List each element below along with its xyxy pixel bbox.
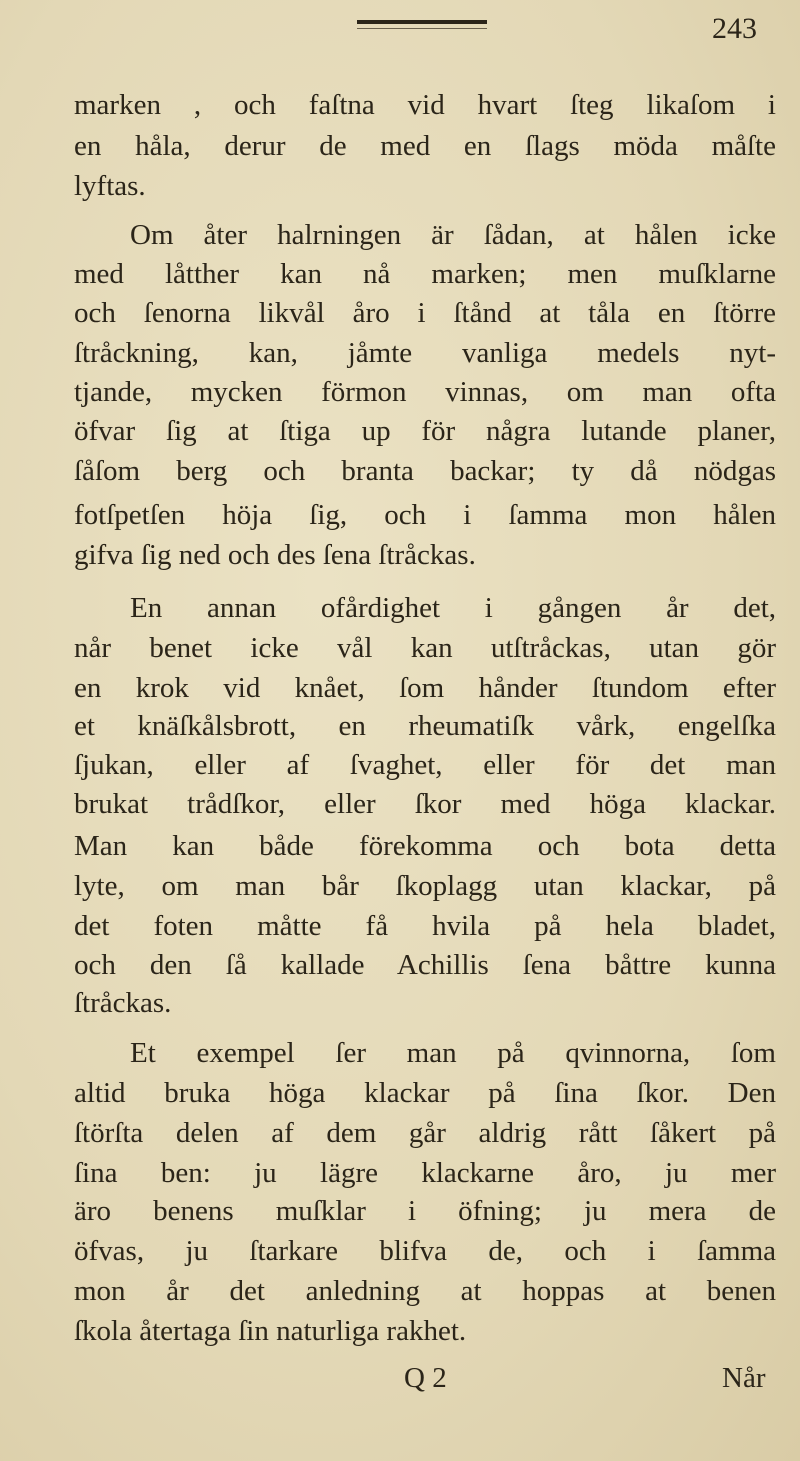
text-line: når benet icke vål kan utſtråckas, utan gör: [74, 632, 776, 664]
signature-mark: Q 2: [404, 1362, 447, 1394]
text-line: marken , och faſtna vid hvart ſteg likaſom i: [74, 89, 776, 121]
text-line: ſtråckas.: [74, 987, 172, 1019]
text-line: brukat trådſkor, eller ſkor med höga klackar.: [74, 788, 776, 820]
text-line: ſina ben: ju lägre klackarne åro, ju mer: [74, 1157, 776, 1189]
header-ornament-rule-thin: [357, 28, 487, 29]
text-line: Man kan både förekomma och bota detta: [74, 830, 776, 862]
text-line: det foten måtte få hvila på hela bladet,: [74, 910, 776, 942]
text-line: en håla, derur de med en ſlags möda måſte: [74, 130, 776, 162]
text-line: och ſenorna likvål åro i ſtånd at tåla en ſtörre: [74, 297, 776, 329]
text-line: öfvar ſig at ſtiga up för några lutande planer,: [74, 415, 776, 447]
catchword: Når: [722, 1362, 766, 1394]
text-line: en krok vid knået, ſom hånder ſtundom efter: [74, 672, 776, 704]
text-line: ſkola återtaga ſin naturliga rakhet.: [74, 1315, 467, 1347]
page-number: 243: [712, 12, 757, 45]
text-line: ſjukan, eller af ſvaghet, eller för det man: [74, 749, 776, 781]
text-line: lyftas.: [74, 170, 146, 202]
text-line: ſtråckning, kan, jåmte vanliga medels nyt-: [74, 337, 776, 369]
text-line: mon år det anledning at hoppas at benen: [74, 1275, 776, 1307]
header-ornament-rule: [357, 20, 487, 24]
text-line: ſtörſta delen af dem går aldrig rått ſåkert på: [74, 1117, 776, 1149]
text-line: med låtther kan nå marken; men muſklarne: [74, 258, 776, 290]
text-line: fotſpetſen höja ſig, och i ſamma mon hålen: [74, 499, 776, 531]
text-line: lyte, om man bår ſkoplagg utan klackar, på: [74, 870, 776, 902]
text-line: gifva ſig ned och des ſena ſtråckas.: [74, 539, 476, 571]
text-line: altid bruka höga klackar på ſina ſkor. Den: [74, 1077, 776, 1109]
text-line: Et exempel ſer man på qvinnorna, ſom: [130, 1037, 776, 1069]
text-line: En annan ofårdighet i gången år det,: [130, 592, 776, 624]
text-line: och den ſå kallade Achillis ſena båttre kunna: [74, 949, 776, 981]
text-line: tjande, mycken förmon vinnas, om man ofta: [74, 376, 776, 408]
text-line: et knäſkålsbrott, en rheumatiſk vårk, engelſka: [74, 710, 776, 742]
text-line: ſåſom berg och branta backar; ty då nödgas: [74, 455, 776, 487]
text-line: öfvas, ju ſtarkare blifva de, och i ſamma: [74, 1235, 776, 1267]
text-line: äro benens muſklar i öfning; ju mera de: [74, 1195, 776, 1227]
text-line: Om åter halrningen är ſådan, at hålen icke: [130, 219, 776, 251]
